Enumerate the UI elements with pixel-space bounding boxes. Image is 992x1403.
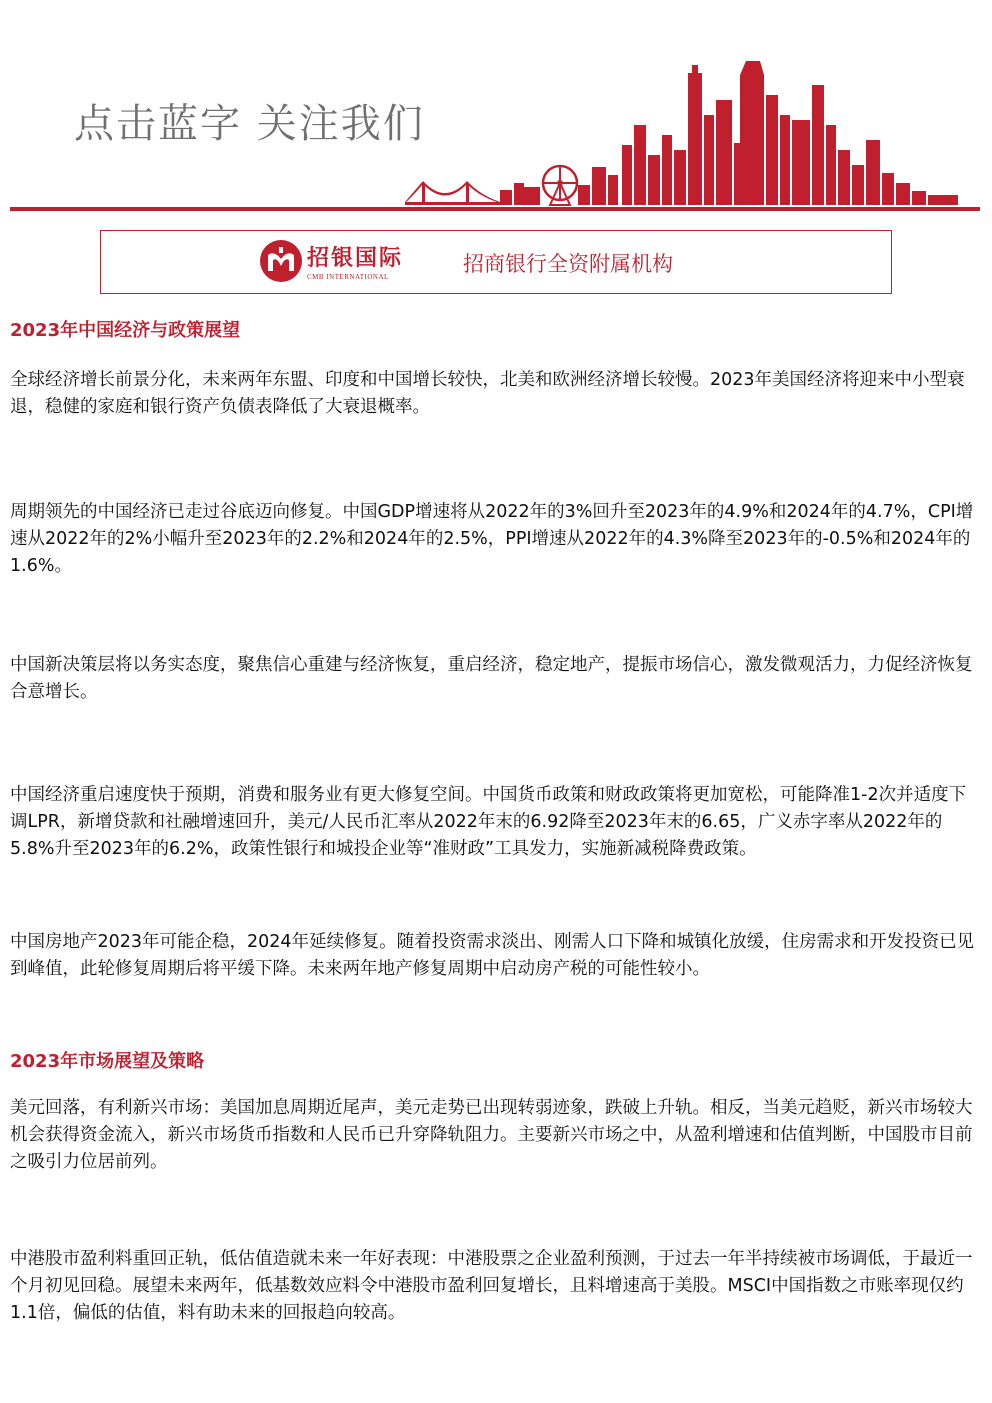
brand-name-en: CMB INTERNATIONAL: [307, 273, 389, 281]
article-body: [10, 318, 982, 1327]
paragraph: 中港股市盈利料重回正轨，低估值造就未来一年好表现：中港股票之企业盈利预测，于过去一年半持续被市场调低，于最近一个月初见回稳。展望未来两年，低基数效应料令中港股市盈利回复增长，且料增速高于美股。MSCI中国指数之市账率现仅约1.1倍，偏低的估值，料有助未来的回报趋向较高。: [10, 1249, 973, 1323]
paragraph: 中国新决策层将以务实态度，聚焦信心重建与经济恢复，重启经济，稳定地产，提振市场信心，激发微观活力，力促经济恢复合意增长。: [10, 655, 973, 702]
paragraph: 全球经济增长前景分化，未来两年东盟、印度和中国增长较快，北美和欧洲经济增长较慢。2023年美国经济将迎来中小型衰退，稳健的家庭和银行资产负债表降低了大衰退概率。: [10, 370, 965, 417]
paragraph: 中国经济重启速度快于预期，消费和服务业有更大修复空间。中国货币政策和财政政策将更加宽松，可能降准1-2次并适度下调LPR，新增贷款和社融增速回升，美元/人民币汇率从2022年末的6.92降至2023年末的6.65，广义赤字率从2022年的5.8%升至2023年的6.2%，政策性银行和城投企业等“准财政”工具发力，实施新减税降费政策。: [10, 785, 967, 859]
cmb-logo-icon: [259, 239, 303, 283]
brand-name-cn: 招银国际: [307, 246, 404, 271]
brand-tagline: 招商银行全资附属机构: [463, 252, 673, 276]
header-divider: [10, 207, 980, 211]
section-title: 2023年市场展望及策略: [10, 1051, 205, 1072]
city-skyline-illustration: [400, 55, 980, 215]
paragraph: 美元回落，有利新兴市场：美国加息周期近尾声，美元走势已出现转弱迹象，跌破上升轨。相反，当美元趋贬，新兴市场较大机会获得资金流入，新兴市场货币指数和人民币已升穿降轨阻力。主要新兴市场之中，从盈利增速和估值判断，中国股市目前之吸引力位居前列。: [10, 1098, 973, 1172]
header-title: 点击蓝字 关注我们: [74, 101, 425, 147]
paragraph: 中国房地产2023年可能企稳，2024年延续修复。随着投资需求淡出、刚需人口下降和城镇化放缓，住房需求和开发投资已见到峰值，此轮修复周期后将平缓下降。未来两年地产修复周期中启动房产税的可能性较小。: [10, 932, 975, 979]
section-title: 2023年中国经济与政策展望: [10, 320, 241, 341]
brand-banner: [100, 230, 892, 294]
paragraph: 周期领先的中国经济已走过谷底迈向修复。中国GDP增速将从2022年的3%回升至2023年的4.9%和2024年的4.7%，CPI增速从2022年的2%小幅升至2023年的2.2%和2024年的2.5%，PPI增速从2022年的4.3%降至2023年的-0.5%和2024年的1.6%。: [10, 502, 974, 576]
page-header: [0, 0, 992, 215]
